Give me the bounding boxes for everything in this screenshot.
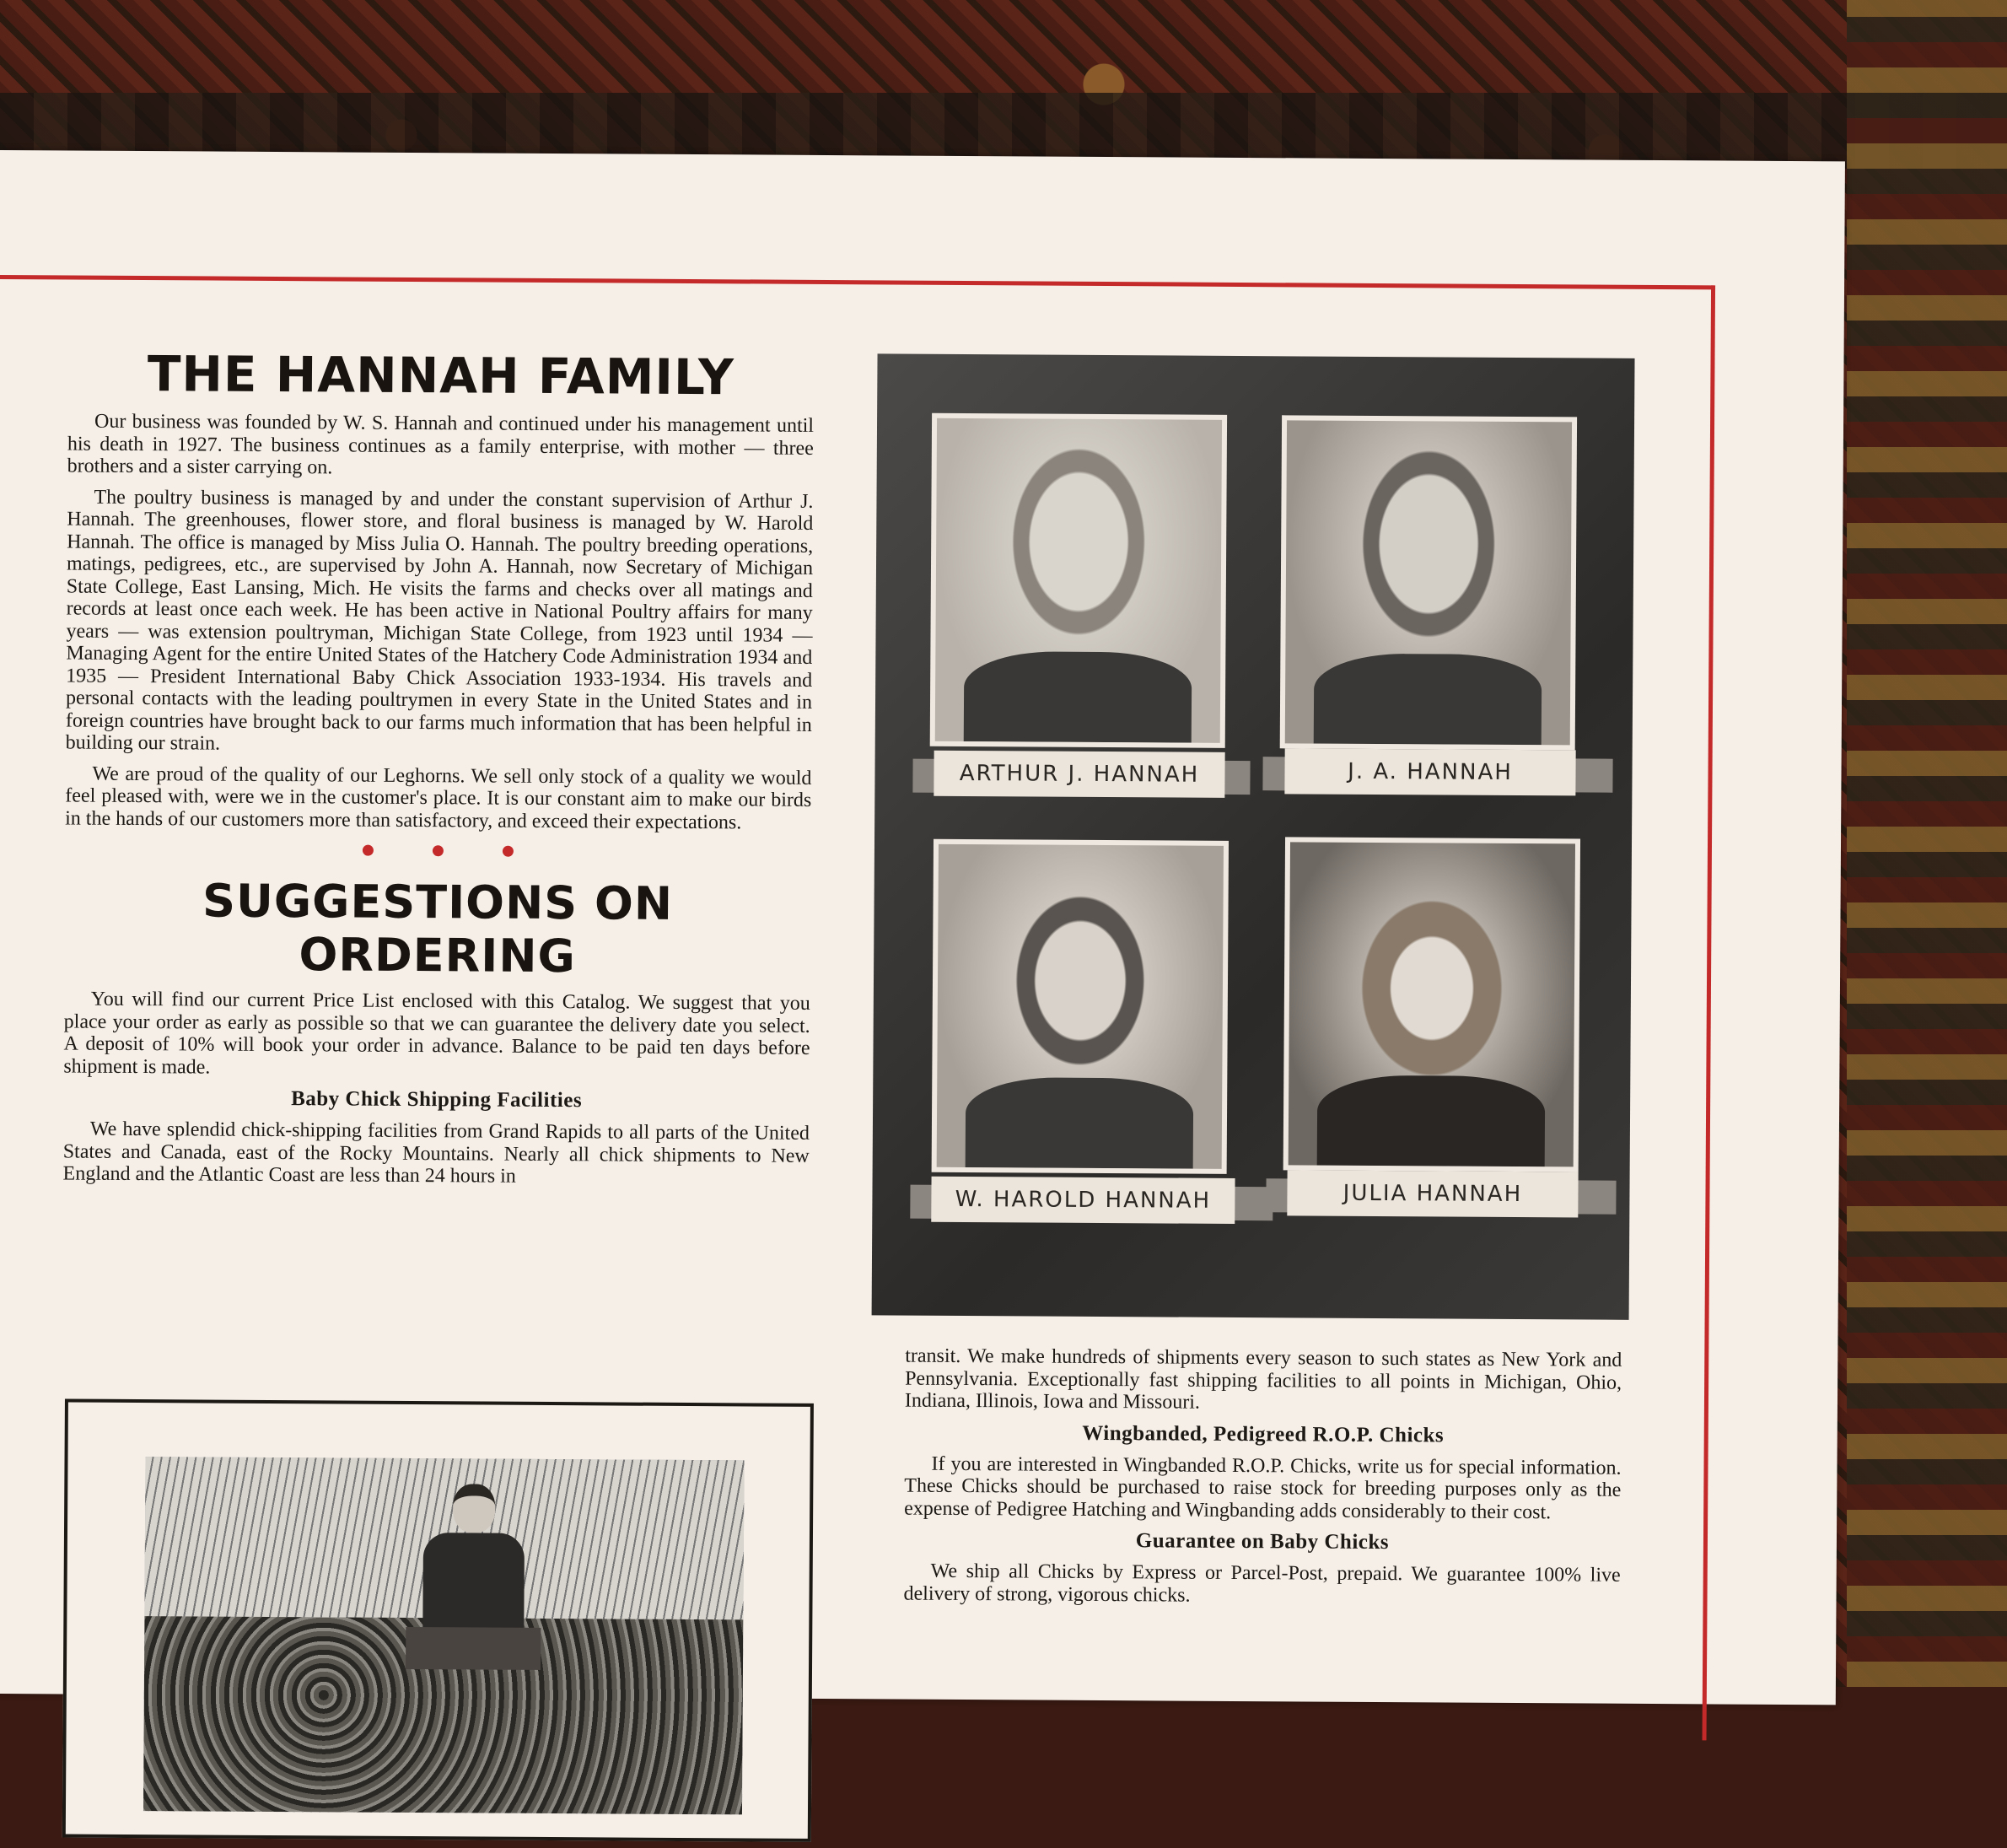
hannah-family-paragraph-3: We are proud of the quality of our Leghorns. We sell only stock of a quality we would feel pleased with, were we in the customer's place. It is our constant aim to make our birds in the hands of our customers more than satisfactory, and exceed their expectations. [65,762,812,833]
portrait-label-ja: J. A. HANNAH [1284,748,1575,795]
guarantee-heading: Guarantee on Baby Chicks [1135,1529,1390,1554]
left-column [62,344,814,1198]
guarantee-text: We ship all Chicks by Express or Parcel-Post, prepaid. We guarantee 100% live delivery of strong, vigorous chicks. [903,1560,1621,1607]
rug-side-pattern [1847,0,2007,1687]
portrait-card-arthur [930,413,1227,748]
portrait-label-julia: JULIA HANNAH [1287,1170,1578,1217]
divider-dot [363,845,374,856]
portrait-photo-arthur [935,418,1222,743]
hannah-family-paragraph-1: Our business was founded by W. S. Hannah and continued under his management until his death in 1927. The business continues as a family enterprise, with mother — three brothers and a sister carrying on. [67,410,815,479]
suggestions-title: SUGGESTIONS ON ORDERING [202,874,674,983]
portrait-photo-harold [937,844,1224,1169]
divider-dot [433,845,444,856]
portraits-panel [872,353,1635,1319]
portrait-label-arthur: ARTHUR J. HANNAH [934,751,1224,798]
shipping-continued: transit. We make hundreds of shipments every season to such states as New York and Pennsylvania. Exceptionally fast shipping facilities to all points in Michigan, Ohio, Indiana, Illinois, Iowa and Missouri. [904,1344,1622,1414]
hannah-family-title: THE HANNAH FAMILY [147,345,735,407]
wingbanded-heading: Wingbanded, Pedigreed R.O.P. Chicks [1082,1421,1445,1447]
greenhouse-photo [143,1457,745,1814]
portrait-photo-ja [1285,420,1572,745]
portrait-label-harold: W. HAROLD HANNAH [931,1177,1235,1224]
divider-dot [503,846,514,857]
portrait-photo-julia [1289,842,1575,1166]
suggestions-intro: You will find our current Price List enclosed with this Catalog. We suggest that you place your order as early as possible so that we can guarantee the delivery date you select. A deposit of 10% will book your order in advance. Balance to be paid ten days before shipment is made. [63,988,810,1079]
right-column [903,1345,1622,1618]
shipping-text: We have splendid chick-shipping facilities from Grand Rapids to all parts of the United States and Canada, east of the Rocky Mountains. Nearly all chick shipments to New England and the Atlantic Coast are less than 24 hours in [62,1118,810,1188]
wingbanded-text: If you are interested in Wingbanded R.O.P. Chicks, write us for special information. These Chicks should be purchased to raise stock for breeding purposes only as the expense of Pedigree Hatching and Wingbanding adds considerably to their cost. [904,1452,1622,1523]
portrait-card-harold [932,839,1229,1174]
portrait-card-julia [1283,837,1580,1172]
portrait-card-ja [1280,415,1577,750]
greenhouse-photo-frame [62,1398,814,1841]
catalog-page [0,150,1845,1705]
shipping-heading: Baby Chick Shipping Facilities [291,1087,583,1113]
section-divider-dots [65,843,811,862]
greenhouse-worker-figure [422,1484,525,1678]
hannah-family-paragraph-2: The poultry business is managed by and under the constant supervision of Arthur J. Hannah. The greenhouses, flower store, and floral business is managed by W. Harold Hannah. The office is managed by Miss Julia O. Hannah. The poultry breeding operations, matings, pedigrees, etc., are supervised by John A. Hannah, now Secretary of Michigan State College, East Lansing, Mich. He visits the farms and checks over all matings and records at least once each week. He has been active in National Poultry affairs for many years — was extension poultryman, Michigan State College, from 1923 until 1934 — Managing Agent for the entire United States of the Hatchery Code Administration 1934 and 1935 — President International Baby Chick Association 1933-1934. His travels and personal contacts with the leading poultrymen in every State in the United States and in foreign countries have brought back to our farms much information that has been helpful in building our strain. [65,486,814,755]
